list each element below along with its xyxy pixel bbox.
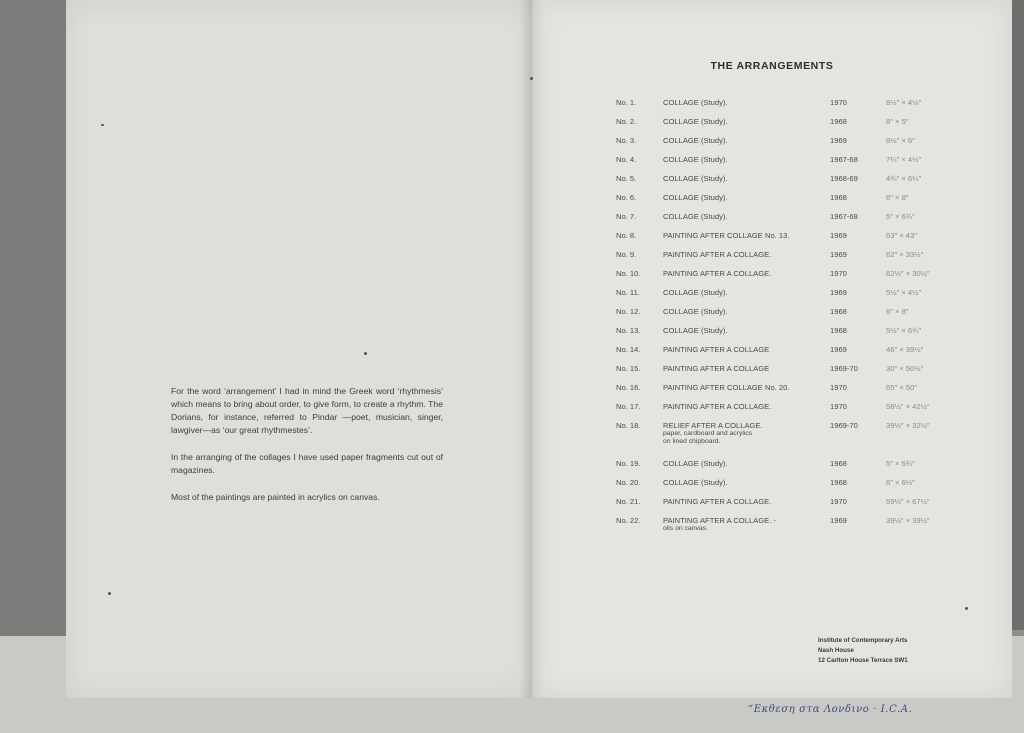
list-item (616, 362, 956, 381)
paper-speck (530, 77, 533, 80)
item-medium: oils on canvas. (663, 525, 708, 532)
item-title (663, 269, 771, 278)
item-title-text: PAINTING AFTER A COLLAGE. (663, 402, 772, 411)
item-number: No. 1. (616, 98, 637, 107)
address-line: 12 Carlton House Terrace SW1 (818, 657, 908, 664)
item-number: No. 7. (616, 212, 637, 221)
item-number: No. 13. (616, 326, 641, 335)
item-year: 1967-68 (830, 155, 858, 164)
item-title (663, 402, 771, 411)
item-number: No. 3. (616, 136, 637, 145)
paper-speck (101, 124, 104, 126)
item-dimensions: 8½″ × 4⅛″ (886, 98, 922, 107)
item-year: 1968 (830, 326, 847, 335)
intro-paragraph: Most of the paintings are painted in acrylics on canvas. (171, 492, 380, 502)
item-title-text: COLLAGE (Study). (663, 212, 728, 221)
item-title (663, 421, 763, 446)
list-item (616, 495, 956, 514)
item-dimensions: 59½″ × 67½″ (886, 497, 930, 506)
item-title-text: PAINTING AFTER COLLAGE No. 20. (663, 383, 790, 392)
item-year: 1969 (830, 231, 847, 240)
list-item (616, 514, 956, 538)
item-year: 1968-69 (830, 174, 858, 183)
list-item (616, 381, 956, 400)
item-number: No. 21. (616, 497, 641, 506)
item-title-text: COLLAGE (Study). (663, 326, 728, 335)
item-year: 1969 (830, 136, 847, 145)
item-year: 1969 (830, 288, 847, 297)
item-title-text: COLLAGE (Study). (663, 136, 728, 145)
item-dimensions: 39½″ × 32½″ (886, 421, 930, 430)
item-number: No. 4. (616, 155, 637, 164)
item-dimensions: 39½″ × 39½″ (886, 516, 930, 525)
item-year: 1969-70 (830, 364, 858, 373)
item-title-text: COLLAGE (Study). (663, 117, 728, 126)
item-title-text: COLLAGE (Study). (663, 478, 728, 487)
list-item (616, 286, 956, 305)
list-item (616, 476, 956, 495)
list-item (616, 210, 956, 229)
item-title-text: PAINTING AFTER A COLLAGE. (663, 250, 772, 259)
item-title (663, 155, 728, 164)
item-dimensions: 65″ × 50″ (886, 383, 917, 392)
item-year: 1970 (830, 98, 847, 107)
item-year: 1970 (830, 497, 847, 506)
item-dimensions: 30″ × 50½″ (886, 364, 924, 373)
intro-text (171, 385, 443, 504)
item-number: No. 5. (616, 174, 637, 183)
item-number: No. 15. (616, 364, 641, 373)
item-title-text: COLLAGE (Study). (663, 174, 728, 183)
address-line: Institute of Contemporary Arts (818, 637, 908, 644)
item-title-text: COLLAGE (Study). (663, 155, 728, 164)
item-dimensions: 5½″ × 6¾″ (886, 326, 922, 335)
item-year: 1968 (830, 193, 847, 202)
item-title-text: PAINTING AFTER A COLLAGE. - (663, 516, 776, 525)
item-title (663, 459, 728, 468)
list-item (616, 457, 956, 476)
list-item (616, 400, 956, 419)
item-dimensions: 58½″ × 42½″ (886, 402, 930, 411)
item-title (663, 288, 728, 297)
intro-paragraph: In the arranging of the collages I have used paper fragments cut out of magazines. (171, 452, 443, 475)
list-item (616, 115, 956, 134)
arrangements-list (616, 96, 956, 538)
handwritten-note: “Εκθεση στα Λονδινο · I.C.A. (748, 704, 913, 715)
item-title (663, 174, 728, 183)
item-title-text: COLLAGE (Study). (663, 459, 728, 468)
item-dimensions: 62″ × 33½″ (886, 250, 924, 259)
item-number: No. 19. (616, 459, 641, 468)
item-number: No. 8. (616, 231, 637, 240)
item-title (663, 231, 789, 240)
background-left (0, 0, 70, 640)
item-title (663, 307, 728, 316)
item-number: No. 14. (616, 345, 641, 354)
item-dimensions: 5½″ × 4½″ (886, 288, 922, 297)
list-item (616, 191, 956, 210)
item-title (663, 345, 769, 354)
item-number: No. 6. (616, 193, 637, 202)
item-title (663, 383, 789, 392)
item-year: 1968 (830, 307, 847, 316)
item-dimensions: 6″ × 8″ (886, 193, 909, 202)
item-dimensions: 8½″ × 6″ (886, 136, 915, 145)
item-year: 1968 (830, 117, 847, 126)
list-item (616, 153, 956, 172)
item-dimensions: 62½″ × 30½″ (886, 269, 930, 278)
item-dimensions: 5″ × 6¾″ (886, 212, 915, 221)
list-item (616, 229, 956, 248)
item-number: No. 17. (616, 402, 641, 411)
item-dimensions: 8″ × 5″ (886, 117, 909, 126)
item-year: 1968 (830, 459, 847, 468)
item-year: 1968 (830, 478, 847, 487)
list-item (616, 305, 956, 324)
item-title (663, 250, 771, 259)
item-title (663, 478, 728, 487)
item-number: No. 11. (616, 288, 640, 297)
background-right (1010, 0, 1024, 630)
item-title-text: COLLAGE (Study). (663, 288, 728, 297)
item-title (663, 98, 728, 107)
item-year: 1969 (830, 516, 847, 525)
list-item (616, 419, 956, 457)
item-year: 1969-70 (830, 421, 858, 430)
item-year: 1970 (830, 383, 847, 392)
list-item (616, 324, 956, 343)
item-title (663, 193, 728, 202)
address-line: Nash House (818, 647, 854, 654)
item-medium: paper, cardboard and acrylics (663, 430, 753, 437)
item-dimensions: 63″ × 43″ (886, 231, 917, 240)
item-dimensions: 7¼″ × 4½″ (886, 155, 922, 164)
item-title-text: COLLAGE (Study). (663, 193, 728, 202)
item-year: 1970 (830, 269, 847, 278)
paper-speck (108, 592, 111, 595)
item-title (663, 497, 771, 506)
list-item (616, 248, 956, 267)
item-title (663, 326, 728, 335)
item-dimensions: 4¾″ × 6¼″ (886, 174, 922, 183)
item-year: 1970 (830, 402, 847, 411)
item-number: No. 9. (616, 250, 637, 259)
item-number: No. 12. (616, 307, 641, 316)
item-dimensions: 46″ × 39½″ (886, 345, 924, 354)
item-number: No. 20. (616, 478, 641, 487)
left-page (66, 0, 532, 698)
item-title (663, 136, 728, 145)
address-block (818, 636, 968, 666)
item-year: 1969 (830, 345, 847, 354)
item-title-text: PAINTING AFTER COLLAGE No. 13. (663, 231, 790, 240)
arrangements-title: THE ARRANGEMENTS (710, 60, 834, 72)
item-title (663, 516, 776, 533)
item-title-text: PAINTING AFTER A COLLAGE. (663, 269, 772, 278)
item-title (663, 117, 728, 126)
item-title-text: PAINTING AFTER A COLLAGE (663, 364, 770, 373)
list-item (616, 267, 956, 286)
item-year: 1969 (830, 250, 847, 259)
item-number: No. 10. (616, 269, 641, 278)
page-gutter (520, 0, 544, 698)
item-title-text: COLLAGE (Study). (663, 98, 728, 107)
list-item (616, 172, 956, 191)
item-number: No. 2. (616, 117, 637, 126)
list-item (616, 134, 956, 153)
item-dimensions: 5″ × 6¾″ (886, 459, 915, 468)
item-number: No. 18. (616, 421, 641, 430)
paper-speck (965, 607, 968, 610)
item-title-text: RELIEF AFTER A COLLAGE. (663, 421, 763, 430)
item-title (663, 364, 769, 373)
intro-paragraph: For the word ‘arrangement’ I had in mind the Greek word ‘rhythmesis’ which means to bring about order, to give form, to create a rhythm. The Dorians, for instance, referred to Pindar —poet, musician, singer, lawgiver—as ‘our great rhythmestes’. (171, 386, 443, 435)
list-item (616, 343, 956, 362)
item-title-text: COLLAGE (Study). (663, 307, 728, 316)
item-dimensions: 6″ × 8″ (886, 307, 909, 316)
item-dimensions: 6″ × 6½″ (886, 478, 915, 487)
item-number: No. 22. (616, 516, 641, 525)
item-title (663, 212, 728, 221)
item-medium: on lined chipboard. (663, 438, 721, 445)
item-number: No. 16. (616, 383, 641, 392)
item-year: 1967-68 (830, 212, 858, 221)
item-title-text: PAINTING AFTER A COLLAGE (663, 345, 770, 354)
paper-speck (364, 352, 367, 355)
item-title-text: PAINTING AFTER A COLLAGE. (663, 497, 772, 506)
list-item (616, 96, 956, 115)
